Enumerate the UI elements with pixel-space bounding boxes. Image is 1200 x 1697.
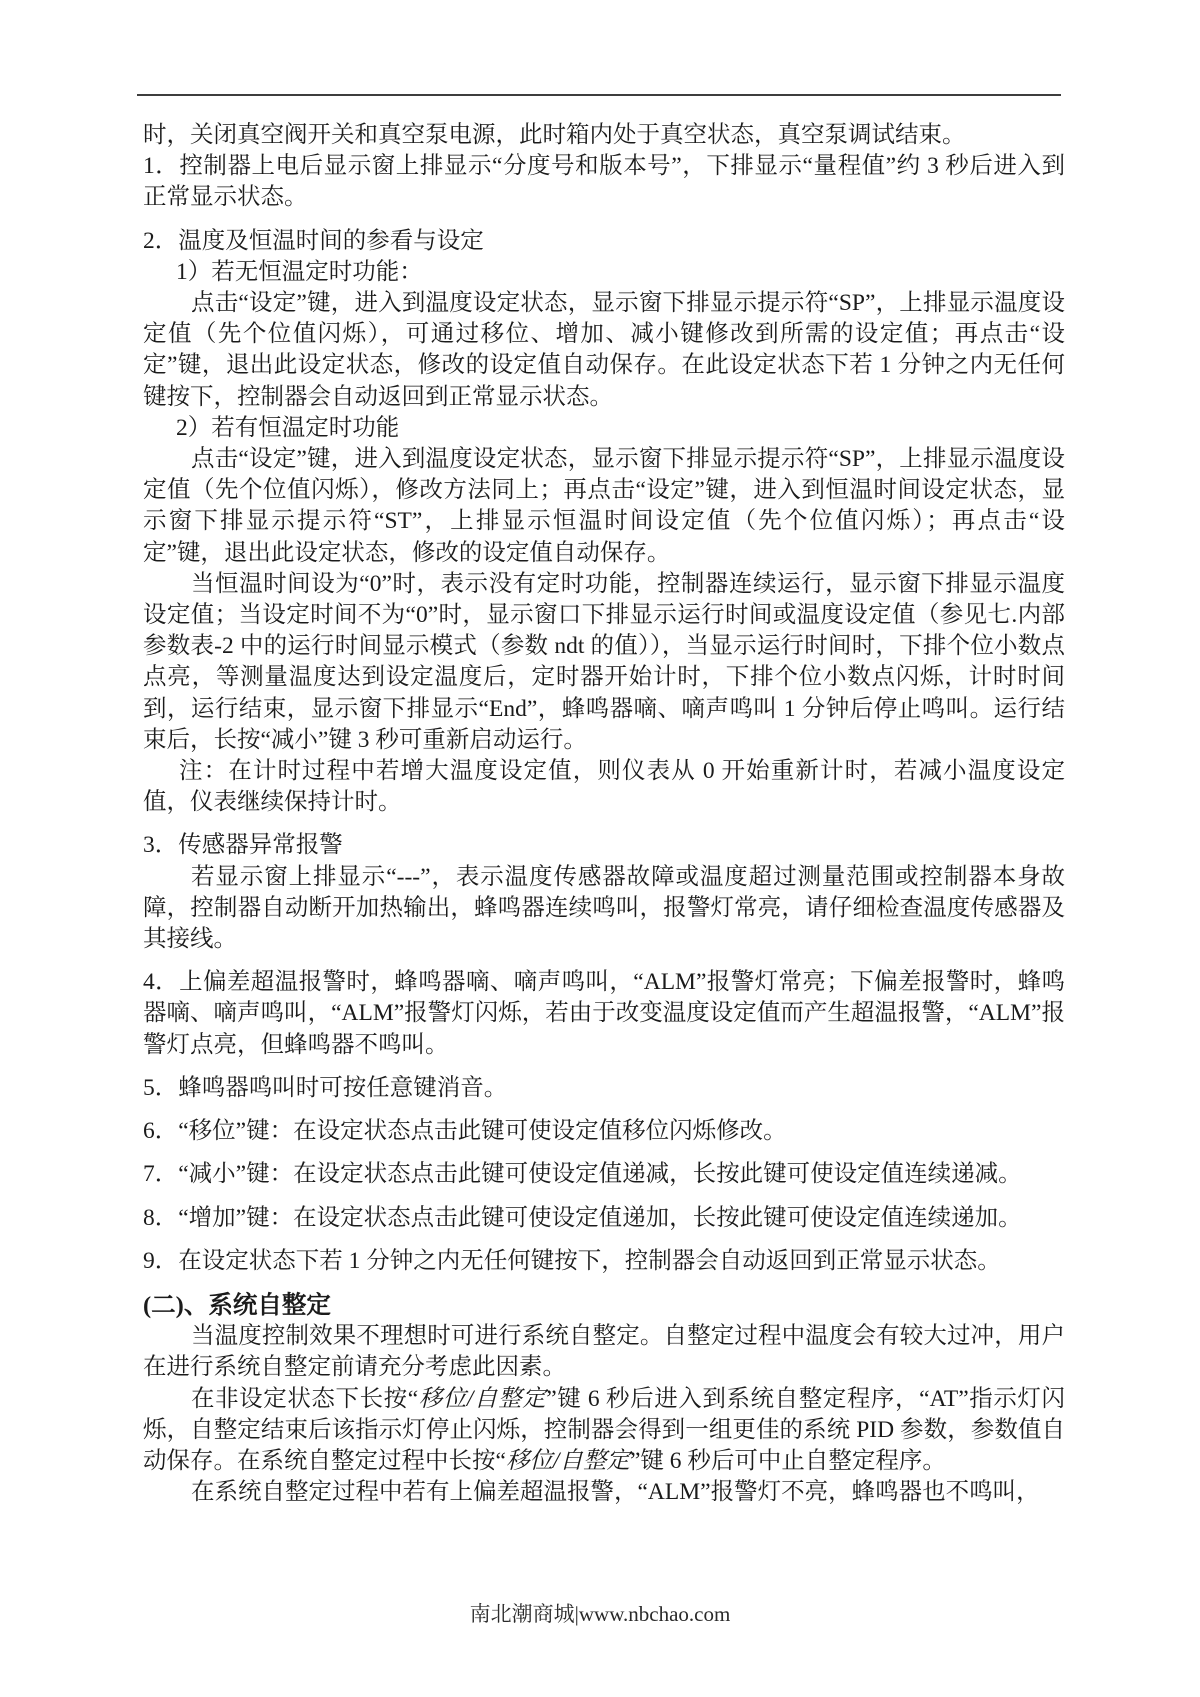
text-run: ”键 6 秒后进入到系统自整定程序，“AT”指示灯闪烁，自整定结束后该指示灯停止闪烁，控制器会得到一组更佳的系统 PID 参数，参数值自动保存。在系统自整定过程中长按“: [143, 1385, 1066, 1474]
text-run: 当恒温时间设为“0”时，表示没有定时功能，控制器连续运行，显示窗下排显示温度设定值；当设定时间不为“0”时，显示窗口下排显示运行时间或温度设定值（参见七.内部参数表-2 中的运行时间显示模式（参数 ndt 的值）），当显示运行时间时，下排个位小数点点亮，等测量温度达到设定温度后，定时器开始计时，下排个位小数点闪烁，计时时间到，运行结束，显示窗下排显示“End”，蜂鸣器嘀、嘀声鸣叫 1 分钟后停止鸣叫。运行结束后，长按“减小”键 3 秒可重新启动运行。: [143, 570, 1065, 753]
header-rule: [137, 94, 1061, 96]
paragraph: [143, 1159, 1065, 1190]
text-run: 点击“设定”键，进入到温度设定状态，显示窗下排显示提示符“SP”，上排显示温度设定值（先个位值闪烁），修改方法同上；再点击“设定”键，进入到恒温时间设定状态，显示窗下排显示提示符“ST”，上排显示恒温时间设定值（先个位值闪烁）；再点击“设定”键，退出此设定状态，修改的设定值自动保存。: [143, 446, 1065, 566]
text-run: 3．传感器异常报警: [143, 832, 343, 859]
paragraph: [143, 756, 1065, 818]
text-run: 4．上偏差超温报警时，蜂鸣器嘀、嘀声鸣叫，“ALM”报警灯常亮；下偏差报警时，蜂鸣器嘀、嘀声鸣叫，“ALM”报警灯闪烁，若由于改变温度设定值而产生超温报警，“ALM”报警灯点亮，但蜂鸣器不鸣叫。: [143, 969, 1065, 1058]
paragraph: [143, 1116, 1065, 1147]
text-run: 2）若有恒温定时功能: [176, 414, 400, 441]
footer-watermark: 南北潮商城|www.nbchao.com: [469, 1602, 731, 1626]
paragraph: [143, 569, 1065, 756]
text-run: 7．“减小”键：在设定状态点击此键可使设定值递减，长按此键可使设定值连续递减。: [143, 1161, 1022, 1188]
paragraph: [143, 830, 1065, 861]
paragraph: [143, 1203, 1065, 1234]
paragraph: [143, 1321, 1065, 1383]
italic-text-run: 移位/自整定: [418, 1385, 547, 1412]
paragraph: [143, 288, 1065, 413]
paragraph: [143, 151, 1065, 213]
paragraph: [143, 444, 1065, 569]
text-run: 点击“设定”键，进入到温度设定状态，显示窗下排显示提示符“SP”，上排显示温度设定值（先个位值闪烁），可通过移位、增加、减小键修改到所需的设定值；再点击“设定”键，退出此设定状态，修改的设定值自动保存。在此设定状态下若 1 分钟之内无任何键按下，控制器会自动返回到正常显示状态。: [143, 290, 1065, 410]
text-run: 注：在计时过程中若增大温度设定值，则仪表从 0 开始重新计时，若减小温度设定值，仪表继续保持计时。: [143, 758, 1065, 816]
text-run: 2．温度及恒温时间的参看与设定: [143, 227, 484, 254]
paragraph: [143, 413, 1065, 444]
text-run: 8．“增加”键：在设定状态点击此键可使设定值递加，长按此键可使设定值连续递加。: [143, 1204, 1022, 1231]
text-run: 9．在设定状态下若 1 分钟之内无任何键按下，控制器会自动返回到正常显示状态。: [143, 1247, 1001, 1274]
text-run: 在非设定状态下长按“: [191, 1385, 419, 1412]
text-run: 若显示窗上排显示“---”，表示温度传感器故障或温度超过测量范围或控制器本身故障，控制器自动断开加热输出，蜂鸣器连续鸣叫，报警灯常亮，请仔细检查温度传感器及其接线。: [143, 863, 1065, 953]
text-run: 时，关闭真空阀开关和真空泵电源，此时箱内处于真空状态，真空泵调试结束。: [143, 122, 966, 148]
paragraph: [143, 1073, 1065, 1104]
paragraph: [143, 226, 1065, 257]
text-run: 1．控制器上电后显示窗上排显示“分度号和版本号”，下排显示“量程值”约 3 秒后进入到正常显示状态。: [143, 153, 1065, 211]
italic-text-run: 移位/自整定: [505, 1447, 630, 1474]
paragraph: [143, 1477, 1065, 1508]
text-run: 1）若无恒温定时功能：: [176, 258, 423, 285]
document-blocks: [143, 120, 1065, 1508]
paragraph: [143, 1384, 1065, 1478]
text-run: 当温度控制效果不理想时可进行系统自整定。自整定过程中温度会有较大过冲，用户在进行系统自整定前请充分考虑此因素。: [143, 1323, 1065, 1381]
paragraph: [143, 257, 1065, 288]
text-run: 5．蜂鸣器鸣叫时可按任意键消音。: [143, 1074, 508, 1101]
paragraph: [143, 120, 1065, 151]
text-run: (二)、系统自整定: [143, 1291, 331, 1319]
paragraph: [143, 1246, 1065, 1277]
text-run: 在系统自整定过程中若有上偏差超温报警，“ALM”报警灯不亮，蜂鸣器也不鸣叫，: [191, 1479, 1040, 1506]
paragraph: [143, 967, 1065, 1061]
text-run: ”键 6 秒后可中止自整定程序。: [629, 1447, 946, 1474]
section-heading: [143, 1290, 1065, 1321]
text-run: 6．“移位”键：在设定状态点击此键可使设定值移位闪烁修改。: [143, 1118, 787, 1145]
paragraph: [143, 862, 1065, 956]
